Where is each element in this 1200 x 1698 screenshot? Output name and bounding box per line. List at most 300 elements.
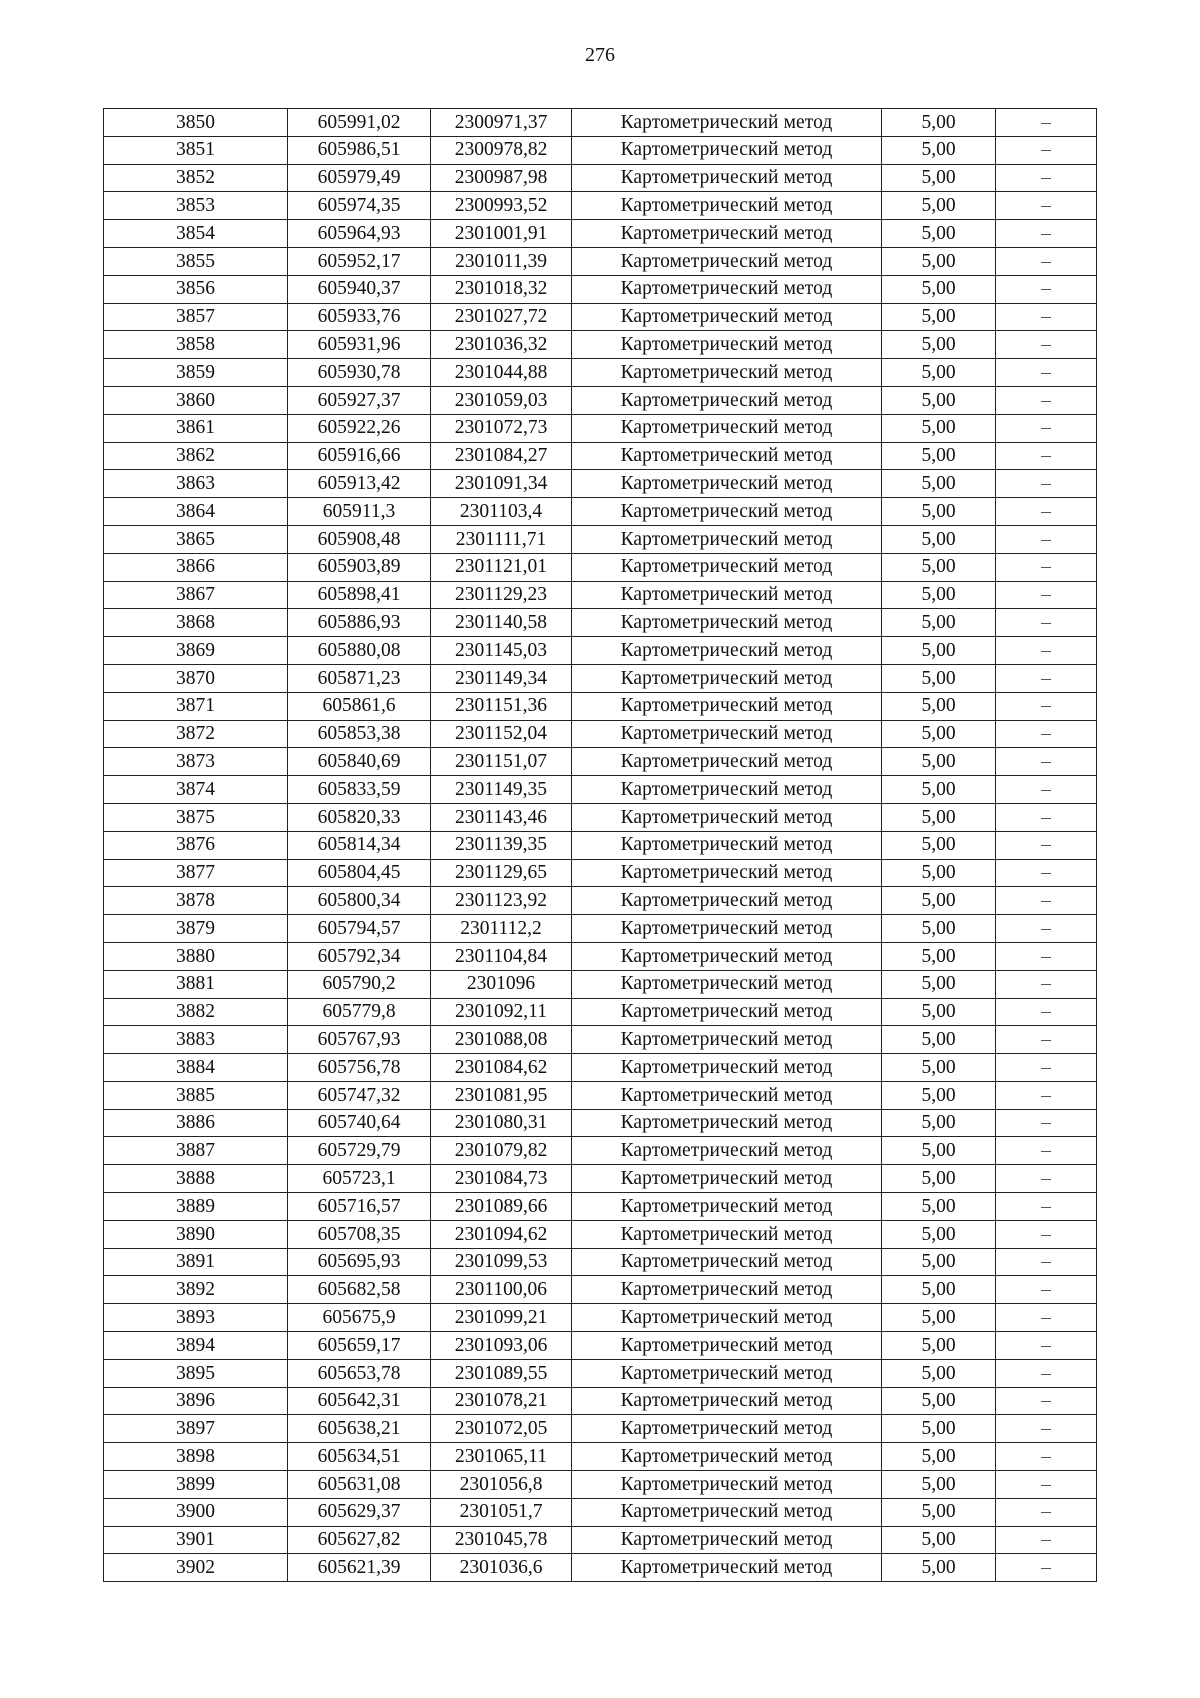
table-row [104, 331, 1097, 359]
method-cell: Картометрический метод [572, 970, 882, 998]
y-coordinate-cell: 2301092,11 [431, 998, 572, 1026]
y-coordinate-cell: 2301152,04 [431, 720, 572, 748]
point-number-cell: 3880 [104, 942, 288, 970]
note-cell: – [996, 664, 1097, 692]
y-coordinate-cell: 2301096 [431, 970, 572, 998]
x-coordinate-cell: 605629,37 [288, 1498, 431, 1526]
table-row [104, 359, 1097, 387]
point-number-cell: 3902 [104, 1554, 288, 1582]
method-cell: Картометрический метод [572, 776, 882, 804]
note-cell: – [996, 609, 1097, 637]
method-cell: Картометрический метод [572, 220, 882, 248]
table-row [104, 553, 1097, 581]
note-cell: – [996, 109, 1097, 137]
y-coordinate-cell: 2301036,6 [431, 1554, 572, 1582]
y-coordinate-cell: 2301140,58 [431, 609, 572, 637]
method-cell: Картометрический метод [572, 748, 882, 776]
method-cell: Картометрический метод [572, 109, 882, 137]
y-coordinate-cell: 2301084,27 [431, 442, 572, 470]
accuracy-cell: 5,00 [882, 136, 996, 164]
accuracy-cell: 5,00 [882, 692, 996, 720]
method-cell: Картометрический метод [572, 1248, 882, 1276]
accuracy-cell: 5,00 [882, 247, 996, 275]
accuracy-cell: 5,00 [882, 887, 996, 915]
method-cell: Картометрический метод [572, 1137, 882, 1165]
point-number-cell: 3852 [104, 164, 288, 192]
y-coordinate-cell: 2301036,32 [431, 331, 572, 359]
point-number-cell: 3886 [104, 1109, 288, 1137]
point-number-cell: 3871 [104, 692, 288, 720]
accuracy-cell: 5,00 [882, 359, 996, 387]
coordinates-table [103, 108, 1097, 1582]
point-number-cell: 3856 [104, 275, 288, 303]
note-cell: – [996, 1276, 1097, 1304]
point-number-cell: 3862 [104, 442, 288, 470]
accuracy-cell: 5,00 [882, 664, 996, 692]
y-coordinate-cell: 2301084,73 [431, 1165, 572, 1193]
table-row [104, 803, 1097, 831]
accuracy-cell: 5,00 [882, 303, 996, 331]
table-row [104, 859, 1097, 887]
y-coordinate-cell: 2300971,37 [431, 109, 572, 137]
note-cell: – [996, 1359, 1097, 1387]
accuracy-cell: 5,00 [882, 748, 996, 776]
note-cell: – [996, 1248, 1097, 1276]
accuracy-cell: 5,00 [882, 915, 996, 943]
note-cell: – [996, 748, 1097, 776]
y-coordinate-cell: 2301099,21 [431, 1304, 572, 1332]
method-cell: Картометрический метод [572, 1443, 882, 1471]
method-cell: Картометрический метод [572, 1304, 882, 1332]
point-number-cell: 3865 [104, 525, 288, 553]
note-cell: – [996, 637, 1097, 665]
note-cell: – [996, 553, 1097, 581]
table-row [104, 164, 1097, 192]
method-cell: Картометрический метод [572, 692, 882, 720]
note-cell: – [996, 1137, 1097, 1165]
table-row [104, 275, 1097, 303]
x-coordinate-cell: 605792,34 [288, 942, 431, 970]
accuracy-cell: 5,00 [882, 1332, 996, 1360]
x-coordinate-cell: 605903,89 [288, 553, 431, 581]
x-coordinate-cell: 605682,58 [288, 1276, 431, 1304]
note-cell: – [996, 1026, 1097, 1054]
note-cell: – [996, 720, 1097, 748]
note-cell: – [996, 414, 1097, 442]
y-coordinate-cell: 2301018,32 [431, 275, 572, 303]
y-coordinate-cell: 2301089,66 [431, 1193, 572, 1221]
x-coordinate-cell: 605916,66 [288, 442, 431, 470]
point-number-cell: 3892 [104, 1276, 288, 1304]
method-cell: Картометрический метод [572, 1109, 882, 1137]
x-coordinate-cell: 605898,41 [288, 581, 431, 609]
accuracy-cell: 5,00 [882, 942, 996, 970]
method-cell: Картометрический метод [572, 1526, 882, 1554]
y-coordinate-cell: 2301103,4 [431, 498, 572, 526]
table-row [104, 1193, 1097, 1221]
note-cell: – [996, 1304, 1097, 1332]
x-coordinate-cell: 605933,76 [288, 303, 431, 331]
point-number-cell: 3896 [104, 1387, 288, 1415]
table-row [104, 1526, 1097, 1554]
accuracy-cell: 5,00 [882, 386, 996, 414]
note-cell: – [996, 1498, 1097, 1526]
x-coordinate-cell: 605767,93 [288, 1026, 431, 1054]
x-coordinate-cell: 605911,3 [288, 498, 431, 526]
point-number-cell: 3864 [104, 498, 288, 526]
x-coordinate-cell: 605790,2 [288, 970, 431, 998]
method-cell: Картометрический метод [572, 998, 882, 1026]
note-cell: – [996, 136, 1097, 164]
point-number-cell: 3872 [104, 720, 288, 748]
x-coordinate-cell: 605804,45 [288, 859, 431, 887]
y-coordinate-cell: 2301129,23 [431, 581, 572, 609]
note-cell: – [996, 1054, 1097, 1082]
table-row [104, 1304, 1097, 1332]
table-row [104, 525, 1097, 553]
coordinates-table-body [104, 109, 1097, 1582]
x-coordinate-cell: 605653,78 [288, 1359, 431, 1387]
table-row [104, 303, 1097, 331]
x-coordinate-cell: 605931,96 [288, 331, 431, 359]
y-coordinate-cell: 2301051,7 [431, 1498, 572, 1526]
table-row [104, 1054, 1097, 1082]
point-number-cell: 3875 [104, 803, 288, 831]
method-cell: Картометрический метод [572, 887, 882, 915]
note-cell: – [996, 1554, 1097, 1582]
table-row [104, 470, 1097, 498]
accuracy-cell: 5,00 [882, 1193, 996, 1221]
accuracy-cell: 5,00 [882, 109, 996, 137]
x-coordinate-cell: 605756,78 [288, 1054, 431, 1082]
method-cell: Картометрический метод [572, 470, 882, 498]
table-row [104, 1332, 1097, 1360]
y-coordinate-cell: 2300987,98 [431, 164, 572, 192]
y-coordinate-cell: 2301044,88 [431, 359, 572, 387]
method-cell: Картометрический метод [572, 498, 882, 526]
x-coordinate-cell: 605908,48 [288, 525, 431, 553]
note-cell: – [996, 498, 1097, 526]
point-number-cell: 3870 [104, 664, 288, 692]
point-number-cell: 3894 [104, 1332, 288, 1360]
y-coordinate-cell: 2301079,82 [431, 1137, 572, 1165]
note-cell: – [996, 386, 1097, 414]
method-cell: Картометрический метод [572, 942, 882, 970]
note-cell: – [996, 1332, 1097, 1360]
x-coordinate-cell: 605634,51 [288, 1443, 431, 1471]
method-cell: Картометрический метод [572, 831, 882, 859]
y-coordinate-cell: 2301081,95 [431, 1081, 572, 1109]
accuracy-cell: 5,00 [882, 609, 996, 637]
x-coordinate-cell: 605927,37 [288, 386, 431, 414]
accuracy-cell: 5,00 [882, 776, 996, 804]
point-number-cell: 3863 [104, 470, 288, 498]
method-cell: Картометрический метод [572, 609, 882, 637]
x-coordinate-cell: 605930,78 [288, 359, 431, 387]
y-coordinate-cell: 2301072,05 [431, 1415, 572, 1443]
y-coordinate-cell: 2301129,65 [431, 859, 572, 887]
point-number-cell: 3861 [104, 414, 288, 442]
point-number-cell: 3874 [104, 776, 288, 804]
y-coordinate-cell: 2301149,34 [431, 664, 572, 692]
table-row [104, 1220, 1097, 1248]
method-cell: Картометрический метод [572, 331, 882, 359]
note-cell: – [996, 275, 1097, 303]
point-number-cell: 3868 [104, 609, 288, 637]
point-number-cell: 3900 [104, 1498, 288, 1526]
x-coordinate-cell: 605747,32 [288, 1081, 431, 1109]
accuracy-cell: 5,00 [882, 1026, 996, 1054]
table-row [104, 831, 1097, 859]
method-cell: Картометрический метод [572, 359, 882, 387]
table-row [104, 386, 1097, 414]
note-cell: – [996, 1109, 1097, 1137]
note-cell: – [996, 1220, 1097, 1248]
point-number-cell: 3890 [104, 1220, 288, 1248]
method-cell: Картометрический метод [572, 664, 882, 692]
method-cell: Картометрический метод [572, 581, 882, 609]
x-coordinate-cell: 605740,64 [288, 1109, 431, 1137]
method-cell: Картометрический метод [572, 1554, 882, 1582]
note-cell: – [996, 303, 1097, 331]
method-cell: Картометрический метод [572, 1165, 882, 1193]
method-cell: Картометрический метод [572, 1276, 882, 1304]
table-row [104, 247, 1097, 275]
table-row [104, 692, 1097, 720]
note-cell: – [996, 442, 1097, 470]
point-number-cell: 3860 [104, 386, 288, 414]
note-cell: – [996, 776, 1097, 804]
accuracy-cell: 5,00 [882, 498, 996, 526]
x-coordinate-cell: 605723,1 [288, 1165, 431, 1193]
x-coordinate-cell: 605922,26 [288, 414, 431, 442]
table-row [104, 1081, 1097, 1109]
note-cell: – [996, 164, 1097, 192]
x-coordinate-cell: 605708,35 [288, 1220, 431, 1248]
table-row [104, 998, 1097, 1026]
y-coordinate-cell: 2301151,07 [431, 748, 572, 776]
table-row [104, 748, 1097, 776]
method-cell: Картометрический метод [572, 164, 882, 192]
table-row [104, 720, 1097, 748]
table-row [104, 970, 1097, 998]
x-coordinate-cell: 605833,59 [288, 776, 431, 804]
table-row [104, 637, 1097, 665]
table-row [104, 1026, 1097, 1054]
point-number-cell: 3881 [104, 970, 288, 998]
x-coordinate-cell: 605729,79 [288, 1137, 431, 1165]
x-coordinate-cell: 605861,6 [288, 692, 431, 720]
note-cell: – [996, 192, 1097, 220]
accuracy-cell: 5,00 [882, 1109, 996, 1137]
table-row [104, 414, 1097, 442]
table-row [104, 915, 1097, 943]
method-cell: Картометрический метод [572, 553, 882, 581]
x-coordinate-cell: 605659,17 [288, 1332, 431, 1360]
x-coordinate-cell: 605840,69 [288, 748, 431, 776]
table-row [104, 498, 1097, 526]
table-row [104, 136, 1097, 164]
table-row [104, 1165, 1097, 1193]
note-cell: – [996, 831, 1097, 859]
point-number-cell: 3901 [104, 1526, 288, 1554]
x-coordinate-cell: 605794,57 [288, 915, 431, 943]
accuracy-cell: 5,00 [882, 525, 996, 553]
point-number-cell: 3891 [104, 1248, 288, 1276]
accuracy-cell: 5,00 [882, 1054, 996, 1082]
table-row [104, 664, 1097, 692]
point-number-cell: 3877 [104, 859, 288, 887]
accuracy-cell: 5,00 [882, 859, 996, 887]
y-coordinate-cell: 2301001,91 [431, 220, 572, 248]
y-coordinate-cell: 2301091,34 [431, 470, 572, 498]
x-coordinate-cell: 605800,34 [288, 887, 431, 915]
y-coordinate-cell: 2301111,71 [431, 525, 572, 553]
accuracy-cell: 5,00 [882, 220, 996, 248]
note-cell: – [996, 887, 1097, 915]
y-coordinate-cell: 2301094,62 [431, 1220, 572, 1248]
method-cell: Картометрический метод [572, 803, 882, 831]
point-number-cell: 3855 [104, 247, 288, 275]
note-cell: – [996, 1081, 1097, 1109]
table-row [104, 1359, 1097, 1387]
y-coordinate-cell: 2301078,21 [431, 1387, 572, 1415]
accuracy-cell: 5,00 [882, 1137, 996, 1165]
accuracy-cell: 5,00 [882, 1359, 996, 1387]
y-coordinate-cell: 2301112,2 [431, 915, 572, 943]
method-cell: Картометрический метод [572, 414, 882, 442]
accuracy-cell: 5,00 [882, 1276, 996, 1304]
accuracy-cell: 5,00 [882, 1443, 996, 1471]
accuracy-cell: 5,00 [882, 1165, 996, 1193]
y-coordinate-cell: 2301099,53 [431, 1248, 572, 1276]
x-coordinate-cell: 605974,35 [288, 192, 431, 220]
point-number-cell: 3854 [104, 220, 288, 248]
note-cell: – [996, 998, 1097, 1026]
note-cell: – [996, 581, 1097, 609]
note-cell: – [996, 942, 1097, 970]
y-coordinate-cell: 2301149,35 [431, 776, 572, 804]
note-cell: – [996, 1471, 1097, 1499]
y-coordinate-cell: 2301084,62 [431, 1054, 572, 1082]
note-cell: – [996, 470, 1097, 498]
x-coordinate-cell: 605964,93 [288, 220, 431, 248]
point-number-cell: 3897 [104, 1415, 288, 1443]
x-coordinate-cell: 605913,42 [288, 470, 431, 498]
x-coordinate-cell: 605952,17 [288, 247, 431, 275]
note-cell: – [996, 1415, 1097, 1443]
point-number-cell: 3876 [104, 831, 288, 859]
x-coordinate-cell: 605986,51 [288, 136, 431, 164]
x-coordinate-cell: 605638,21 [288, 1415, 431, 1443]
accuracy-cell: 5,00 [882, 1248, 996, 1276]
x-coordinate-cell: 605979,49 [288, 164, 431, 192]
x-coordinate-cell: 605642,31 [288, 1387, 431, 1415]
point-number-cell: 3858 [104, 331, 288, 359]
point-number-cell: 3893 [104, 1304, 288, 1332]
method-cell: Картометрический метод [572, 247, 882, 275]
note-cell: – [996, 859, 1097, 887]
y-coordinate-cell: 2301059,03 [431, 386, 572, 414]
accuracy-cell: 5,00 [882, 581, 996, 609]
method-cell: Картометрический метод [572, 859, 882, 887]
accuracy-cell: 5,00 [882, 803, 996, 831]
x-coordinate-cell: 605880,08 [288, 637, 431, 665]
accuracy-cell: 5,00 [882, 414, 996, 442]
method-cell: Картометрический метод [572, 442, 882, 470]
accuracy-cell: 5,00 [882, 1220, 996, 1248]
point-number-cell: 3878 [104, 887, 288, 915]
method-cell: Картометрический метод [572, 1498, 882, 1526]
method-cell: Картометрический метод [572, 1332, 882, 1360]
point-number-cell: 3883 [104, 1026, 288, 1054]
note-cell: – [996, 525, 1097, 553]
y-coordinate-cell: 2301100,06 [431, 1276, 572, 1304]
point-number-cell: 3882 [104, 998, 288, 1026]
page-number: 276 [585, 44, 615, 66]
x-coordinate-cell: 605940,37 [288, 275, 431, 303]
note-cell: – [996, 1193, 1097, 1221]
point-number-cell: 3898 [104, 1443, 288, 1471]
method-cell: Картометрический метод [572, 1193, 882, 1221]
y-coordinate-cell: 2301011,39 [431, 247, 572, 275]
y-coordinate-cell: 2301088,08 [431, 1026, 572, 1054]
point-number-cell: 3867 [104, 581, 288, 609]
note-cell: – [996, 220, 1097, 248]
point-number-cell: 3879 [104, 915, 288, 943]
point-number-cell: 3850 [104, 109, 288, 137]
accuracy-cell: 5,00 [882, 331, 996, 359]
point-number-cell: 3899 [104, 1471, 288, 1499]
x-coordinate-cell: 605627,82 [288, 1526, 431, 1554]
y-coordinate-cell: 2301151,36 [431, 692, 572, 720]
accuracy-cell: 5,00 [882, 1081, 996, 1109]
method-cell: Картометрический метод [572, 192, 882, 220]
y-coordinate-cell: 2301089,55 [431, 1359, 572, 1387]
table-row [104, 1471, 1097, 1499]
table-row [104, 1276, 1097, 1304]
table-row [104, 1415, 1097, 1443]
note-cell: – [996, 692, 1097, 720]
x-coordinate-cell: 605871,23 [288, 664, 431, 692]
method-cell: Картометрический метод [572, 1415, 882, 1443]
note-cell: – [996, 970, 1097, 998]
x-coordinate-cell: 605631,08 [288, 1471, 431, 1499]
method-cell: Картометрический метод [572, 303, 882, 331]
x-coordinate-cell: 605853,38 [288, 720, 431, 748]
point-number-cell: 3895 [104, 1359, 288, 1387]
accuracy-cell: 5,00 [882, 831, 996, 859]
point-number-cell: 3851 [104, 136, 288, 164]
x-coordinate-cell: 605991,02 [288, 109, 431, 137]
y-coordinate-cell: 2301145,03 [431, 637, 572, 665]
note-cell: – [996, 1387, 1097, 1415]
x-coordinate-cell: 605716,57 [288, 1193, 431, 1221]
point-number-cell: 3857 [104, 303, 288, 331]
method-cell: Картометрический метод [572, 1026, 882, 1054]
table-row [104, 776, 1097, 804]
method-cell: Картометрический метод [572, 1081, 882, 1109]
point-number-cell: 3885 [104, 1081, 288, 1109]
point-number-cell: 3853 [104, 192, 288, 220]
table-row [104, 1137, 1097, 1165]
method-cell: Картометрический метод [572, 1471, 882, 1499]
point-number-cell: 3869 [104, 637, 288, 665]
point-number-cell: 3873 [104, 748, 288, 776]
y-coordinate-cell: 2301143,46 [431, 803, 572, 831]
method-cell: Картометрический метод [572, 1387, 882, 1415]
x-coordinate-cell: 605779,8 [288, 998, 431, 1026]
